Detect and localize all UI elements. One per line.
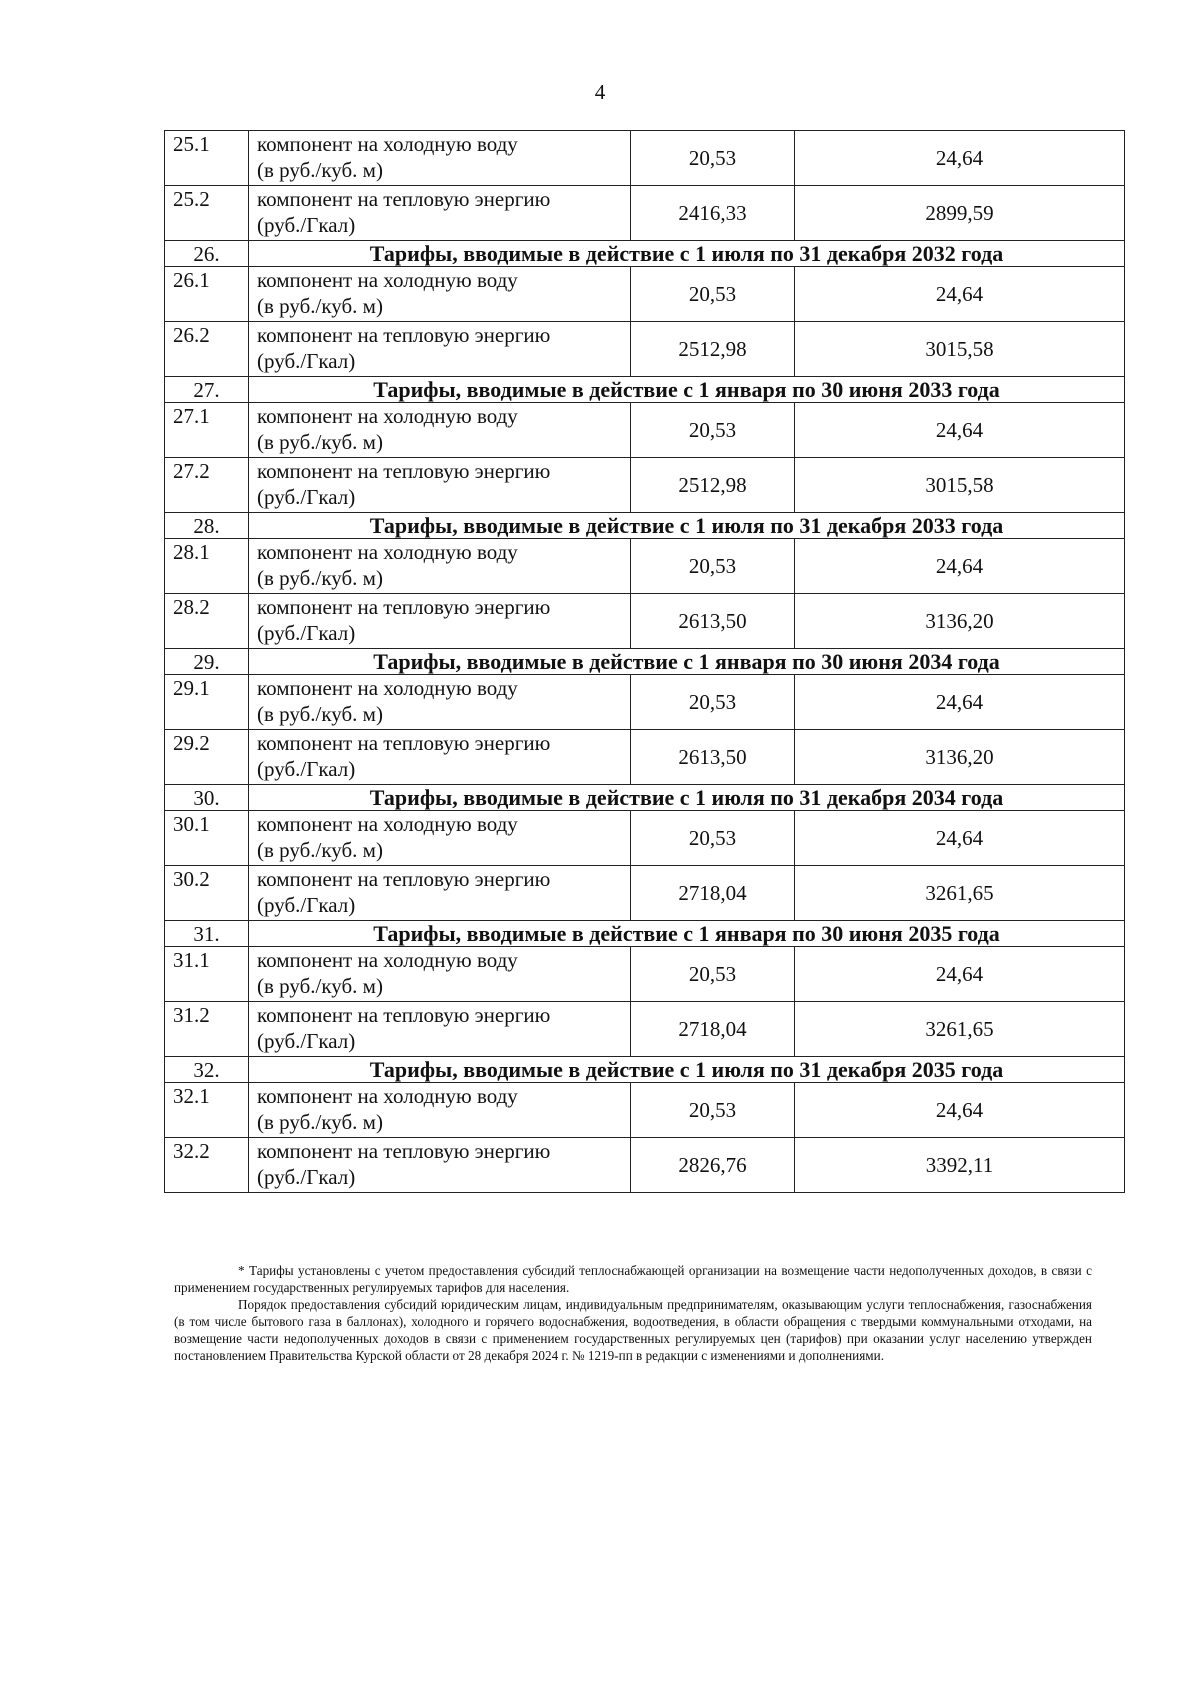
- tariff-value-1: 20,53: [631, 539, 795, 594]
- description-line: компонент на тепловую энергию: [257, 1139, 551, 1163]
- section-number: 28.: [165, 513, 249, 539]
- tariff-value-2: 24,64: [795, 947, 1125, 1002]
- row-number: 26.1: [165, 267, 249, 322]
- table-row: [165, 675, 1125, 730]
- description-line: (в руб./куб. м): [257, 974, 383, 998]
- tariff-value-1: 2718,04: [631, 1002, 795, 1057]
- tariff-value-1: 20,53: [631, 267, 795, 322]
- section-number: 29.: [165, 649, 249, 675]
- description-line: (в руб./куб. м): [257, 430, 383, 454]
- tariff-value-1: 2512,98: [631, 458, 795, 513]
- tariff-value-2: 24,64: [795, 811, 1125, 866]
- row-number: 27.2: [165, 458, 249, 513]
- tariff-value-1: 20,53: [631, 947, 795, 1002]
- row-number: 29.2: [165, 730, 249, 785]
- row-number: 30.1: [165, 811, 249, 866]
- row-description: [249, 267, 631, 322]
- tariff-value-1: 20,53: [631, 403, 795, 458]
- footnote-paragraph: * Тарифы установлены с учетом предоставления субсидий теплоснабжающей организации на возмещение части недополученных доходов, в связи с применением государственных регулируемых тарифов для населения.: [174, 1263, 1092, 1295]
- tariff-value-2: 2899,59: [795, 186, 1125, 241]
- row-description: [249, 866, 631, 921]
- table-row: [165, 539, 1125, 594]
- row-description: [249, 403, 631, 458]
- row-number: 28.2: [165, 594, 249, 649]
- description-line: (руб./Гкал): [257, 1029, 356, 1053]
- row-description: [249, 594, 631, 649]
- description-line: компонент на холодную воду: [257, 268, 518, 292]
- tariff-value-1: 20,53: [631, 675, 795, 730]
- row-description: [249, 186, 631, 241]
- tariff-value-2: 3392,11: [795, 1138, 1125, 1193]
- tariff-value-2: 24,64: [795, 403, 1125, 458]
- description-line: (в руб./куб. м): [257, 158, 383, 182]
- footnote-paragraph: Порядок предоставления субсидий юридическим лицам, индивидуальным предпринимателям, оказывающим услуги теплоснабжения, газоснабжения (в том числе бытового газа в баллонах), холодного и горячего водоснабжения, водоотведения, в области обращения с твердыми коммунальными отходами, на возмещение части недополученных доходов в связи с применением государственных регулируемых цен (тарифов) при оказании услуг населению утвержден постановлением Правительства Курской области от 28 декабря 2024 г. № 1219-пп в редакции с изменениями и дополнениями.: [174, 1297, 1092, 1363]
- footnotes: [174, 1262, 1092, 1364]
- table-row: [165, 947, 1125, 1002]
- page-number: 4: [594, 80, 606, 104]
- row-description: [249, 947, 631, 1002]
- section-title: Тарифы, вводимые в действие с 1 января по 30 июня 2034 года: [249, 649, 1125, 675]
- tariff-value-2: 24,64: [795, 1083, 1125, 1138]
- description-line: компонент на тепловую энергию: [257, 459, 551, 483]
- tariff-value-2: 3136,20: [795, 730, 1125, 785]
- row-description: [249, 730, 631, 785]
- description-line: компонент на тепловую энергию: [257, 323, 551, 347]
- section-header-row: [165, 921, 1125, 947]
- tariff-table: [164, 130, 1125, 1193]
- row-number: 25.1: [165, 131, 249, 186]
- section-title: Тарифы, вводимые в действие с 1 июля по 31 декабря 2035 года: [249, 1057, 1125, 1083]
- row-number: 26.2: [165, 322, 249, 377]
- tariff-value-1: 20,53: [631, 811, 795, 866]
- row-number: 31.1: [165, 947, 249, 1002]
- section-header-row: [165, 649, 1125, 675]
- description-line: компонент на холодную воду: [257, 404, 518, 428]
- description-line: (в руб./куб. м): [257, 838, 383, 862]
- description-line: (руб./Гкал): [257, 485, 356, 509]
- description-line: компонент на холодную воду: [257, 812, 518, 836]
- tariff-table-body: [165, 131, 1125, 1193]
- table-row: [165, 730, 1125, 785]
- description-line: компонент на тепловую энергию: [257, 867, 551, 891]
- row-description: [249, 811, 631, 866]
- section-header-row: [165, 377, 1125, 403]
- row-number: 25.2: [165, 186, 249, 241]
- description-line: (в руб./куб. м): [257, 1110, 383, 1134]
- section-number: 27.: [165, 377, 249, 403]
- description-line: компонент на холодную воду: [257, 540, 518, 564]
- description-line: (руб./Гкал): [257, 621, 356, 645]
- section-title: Тарифы, вводимые в действие с 1 июля по 31 декабря 2032 года: [249, 241, 1125, 267]
- table-row: [165, 811, 1125, 866]
- section-number: 32.: [165, 1057, 249, 1083]
- tariff-value-2: 3015,58: [795, 322, 1125, 377]
- tariff-value-1: 2613,50: [631, 730, 795, 785]
- table-row: [165, 403, 1125, 458]
- section-title: Тарифы, вводимые в действие с 1 января по 30 июня 2035 года: [249, 921, 1125, 947]
- tariff-value-1: 20,53: [631, 1083, 795, 1138]
- description-line: компонент на холодную воду: [257, 1084, 518, 1108]
- description-line: компонент на холодную воду: [257, 676, 518, 700]
- description-line: компонент на холодную воду: [257, 132, 518, 156]
- section-header-row: [165, 241, 1125, 267]
- section-header-row: [165, 1057, 1125, 1083]
- row-number: 27.1: [165, 403, 249, 458]
- description-line: (в руб./куб. м): [257, 566, 383, 590]
- table-row: [165, 1138, 1125, 1193]
- tariff-value-1: 2416,33: [631, 186, 795, 241]
- row-number: 32.2: [165, 1138, 249, 1193]
- description-line: компонент на тепловую энергию: [257, 187, 551, 211]
- section-header-row: [165, 785, 1125, 811]
- description-line: компонент на тепловую энергию: [257, 731, 551, 755]
- row-description: [249, 539, 631, 594]
- table-row: [165, 594, 1125, 649]
- description-line: (руб./Гкал): [257, 1165, 356, 1189]
- description-line: (руб./Гкал): [257, 349, 356, 373]
- tariff-value-1: 2826,76: [631, 1138, 795, 1193]
- row-description: [249, 322, 631, 377]
- tariff-value-2: 3261,65: [795, 1002, 1125, 1057]
- table-row: [165, 131, 1125, 186]
- row-description: [249, 675, 631, 730]
- row-number: 30.2: [165, 866, 249, 921]
- row-number: 29.1: [165, 675, 249, 730]
- tariff-value-1: 2512,98: [631, 322, 795, 377]
- row-description: [249, 131, 631, 186]
- table-row: [165, 1002, 1125, 1057]
- tariff-value-2: 3261,65: [795, 866, 1125, 921]
- row-number: 32.1: [165, 1083, 249, 1138]
- table-row: [165, 267, 1125, 322]
- tariff-value-1: 2613,50: [631, 594, 795, 649]
- section-number: 26.: [165, 241, 249, 267]
- section-number: 30.: [165, 785, 249, 811]
- section-title: Тарифы, вводимые в действие с 1 июля по 31 декабря 2033 года: [249, 513, 1125, 539]
- table-row: [165, 1083, 1125, 1138]
- tariff-value-2: 24,64: [795, 539, 1125, 594]
- section-number: 31.: [165, 921, 249, 947]
- description-line: (руб./Гкал): [257, 757, 356, 781]
- table-row: [165, 866, 1125, 921]
- row-number: 28.1: [165, 539, 249, 594]
- tariff-value-1: 20,53: [631, 131, 795, 186]
- description-line: компонент на холодную воду: [257, 948, 518, 972]
- section-header-row: [165, 513, 1125, 539]
- row-description: [249, 1138, 631, 1193]
- row-description: [249, 1083, 631, 1138]
- section-title: Тарифы, вводимые в действие с 1 января по 30 июня 2033 года: [249, 377, 1125, 403]
- description-line: (руб./Гкал): [257, 893, 356, 917]
- row-description: [249, 1002, 631, 1057]
- section-title: Тарифы, вводимые в действие с 1 июля по 31 декабря 2034 года: [249, 785, 1125, 811]
- description-line: (в руб./куб. м): [257, 702, 383, 726]
- tariff-value-2: 3136,20: [795, 594, 1125, 649]
- description-line: (в руб./куб. м): [257, 294, 383, 318]
- table-row: [165, 186, 1125, 241]
- tariff-value-2: 24,64: [795, 131, 1125, 186]
- table-row: [165, 322, 1125, 377]
- row-number: 31.2: [165, 1002, 249, 1057]
- tariff-value-2: 24,64: [795, 675, 1125, 730]
- description-line: (руб./Гкал): [257, 213, 356, 237]
- tariff-value-1: 2718,04: [631, 866, 795, 921]
- tariff-value-2: 24,64: [795, 267, 1125, 322]
- table-row: [165, 458, 1125, 513]
- description-line: компонент на тепловую энергию: [257, 595, 551, 619]
- tariff-value-2: 3015,58: [795, 458, 1125, 513]
- row-description: [249, 458, 631, 513]
- description-line: компонент на тепловую энергию: [257, 1003, 551, 1027]
